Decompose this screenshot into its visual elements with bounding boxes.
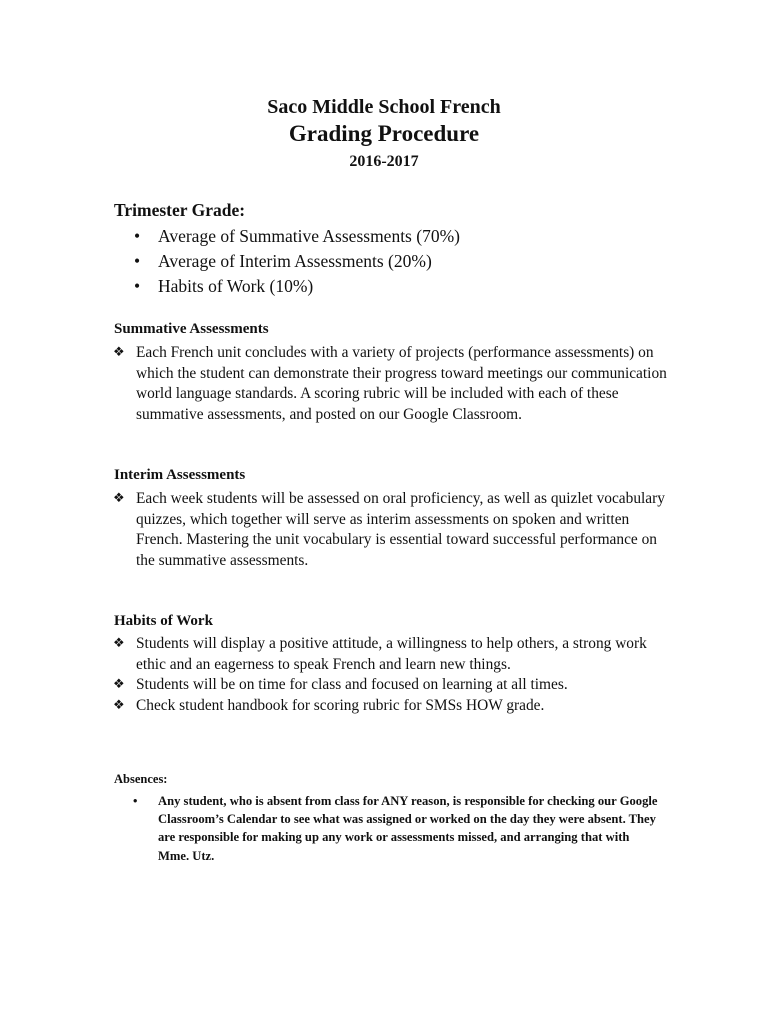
list-item-text: Habits of Work (10%) (158, 276, 314, 296)
list-item (113, 343, 673, 425)
diamond-bullet-icon: ❖ (113, 491, 125, 506)
diamond-bullet-icon: ❖ (113, 636, 125, 651)
school-name: Saco Middle School French (267, 96, 501, 118)
bullet-icon: • (134, 226, 141, 246)
page-title: Grading Procedure (288, 121, 480, 146)
bullet-icon: • (134, 251, 141, 271)
absences-list (133, 792, 663, 865)
summative-list (113, 343, 673, 425)
trimester-grade-heading: Trimester Grade: (114, 200, 246, 220)
list-item (134, 249, 460, 274)
list-item-text: Average of Summative Assessments (70%) (158, 226, 460, 246)
list-item-text: Each French unit concludes with a variety of projects (performance assessments) on which the student can demonstrate their progress toward meetings our communication world language standards. A scoring rubric will be included with each of these summative assessments, and posted on our Google Classroom. (136, 344, 667, 423)
absences-heading: Absences: (114, 772, 168, 786)
list-item-text: Average of Interim Assessments (20%) (158, 251, 432, 271)
list-item (133, 792, 663, 865)
list-item (113, 696, 673, 717)
interim-list (113, 489, 673, 571)
list-item-text: Any student, who is absent from class for ANY reason, is responsible for checking our Google Classroom’s Calendar to see what was assigned or worked on the day they were absent. They are responsible for making up any work or assessments missed, and arranging that with Mme. Utz. (158, 794, 658, 863)
school-year: 2016-2017 (349, 153, 419, 170)
list-item (134, 274, 460, 299)
summative-heading: Summative Assessments (114, 321, 269, 337)
diamond-bullet-icon: ❖ (113, 677, 125, 693)
bullet-icon: • (134, 276, 141, 296)
diamond-bullet-icon: ❖ (113, 697, 125, 713)
interim-heading: Interim Assessments (114, 467, 246, 483)
list-item-text: Check student handbook for scoring rubric for SMSs HOW grade. (136, 696, 545, 714)
list-item (113, 634, 673, 675)
list-item-text: Students will be on time for class and focused on learning at all times. (136, 676, 568, 694)
bullet-icon: • (133, 794, 138, 808)
list-item (134, 224, 460, 249)
list-item (113, 489, 673, 571)
list-item (113, 675, 673, 696)
list-item-text: Students will display a positive attitude, a willingness to help others, a strong work ethic and an eagerness to speak French and learn new things. (136, 635, 647, 673)
habits-list (113, 634, 673, 716)
list-item-text: Each week students will be assessed on oral proficiency, as well as quizlet vocabulary quizzes, which together will serve as interim assessments on spoken and written French. Mastering the unit vocabulary is essential toward successful performance on the summative assessments. (136, 490, 665, 569)
trimester-grade-list (134, 224, 460, 299)
habits-heading: Habits of Work (114, 613, 213, 629)
diamond-bullet-icon: ❖ (113, 345, 125, 360)
